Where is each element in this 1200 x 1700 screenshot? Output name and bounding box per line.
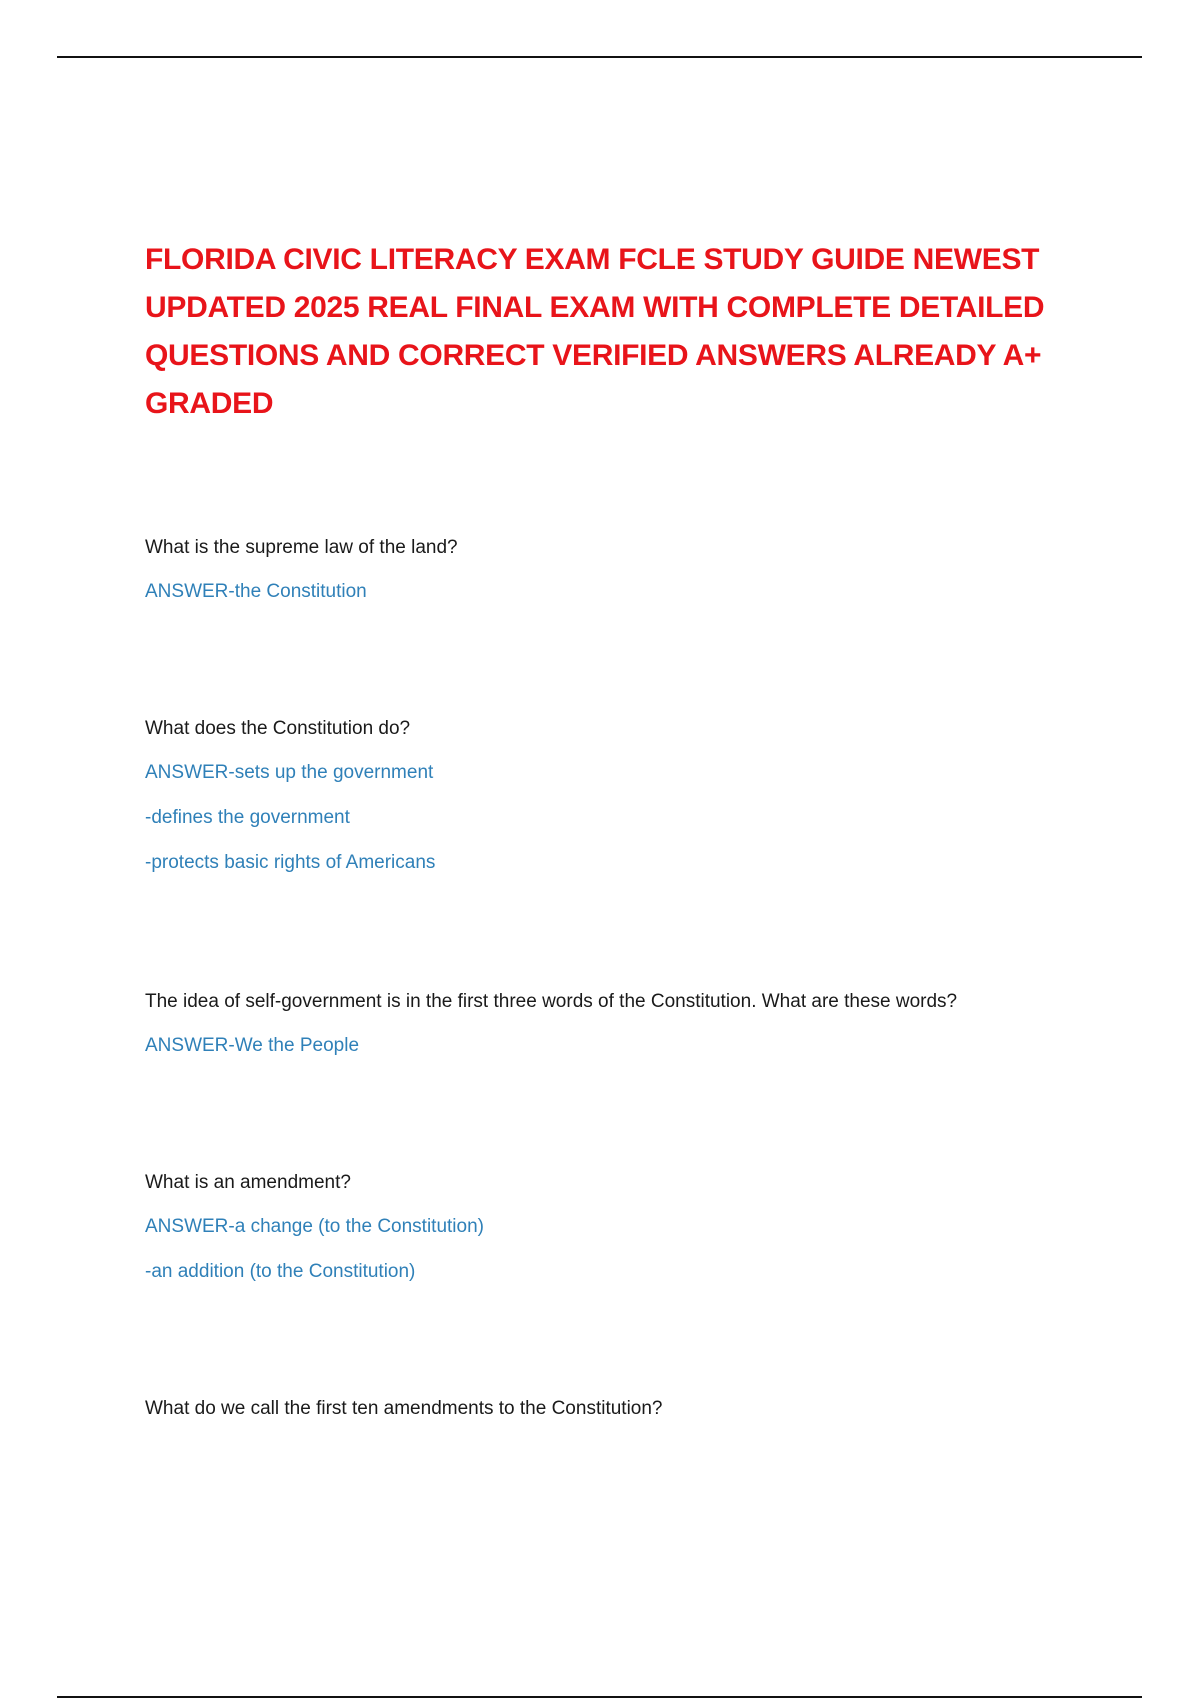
qa-block (145, 1397, 1145, 1421)
answer-block (145, 1034, 1145, 1058)
answer-line: ANSWER-We the People (145, 1035, 360, 1056)
qa-block (145, 990, 1145, 1079)
qa-block (145, 717, 1145, 896)
question-text: What is an amendment? (145, 1172, 351, 1193)
answer-block (145, 1215, 1145, 1284)
answer-line: ANSWER-the Constitution (145, 581, 367, 602)
answer-line: -protects basic rights of Americans (145, 852, 436, 873)
question-text: What is the supreme law of the land? (145, 537, 458, 558)
qa-block (145, 536, 1145, 625)
document-title: FLORIDA CIVIC LITERACY EXAM FCLE STUDY GUIDE NEWEST UPDATED 2025 REAL FINAL EXAM WITH COMPLETE DETAILED QUESTIONS AND CORRECT VERIFIED ANSWERS ALREADY A+ GRADED (145, 243, 1045, 420)
answer-block (145, 761, 1145, 875)
question-text: What does the Constitution do? (145, 718, 411, 739)
answer-block (145, 580, 1145, 604)
question-text: What do we call the first ten amendments to the Constitution? (145, 1398, 663, 1419)
header-rule (57, 56, 1142, 58)
footer-rule (57, 1696, 1142, 1698)
qa-block (145, 1171, 1145, 1305)
answer-line: ANSWER-sets up the government (145, 762, 434, 783)
answer-line: ANSWER-a change (to the Constitution) (145, 1216, 484, 1237)
answer-line: -an addition (to the Constitution) (145, 1261, 416, 1282)
question-text: The idea of self-government is in the first three words of the Constitution. What are these words? (145, 991, 958, 1012)
answer-line: -defines the government (145, 807, 350, 828)
